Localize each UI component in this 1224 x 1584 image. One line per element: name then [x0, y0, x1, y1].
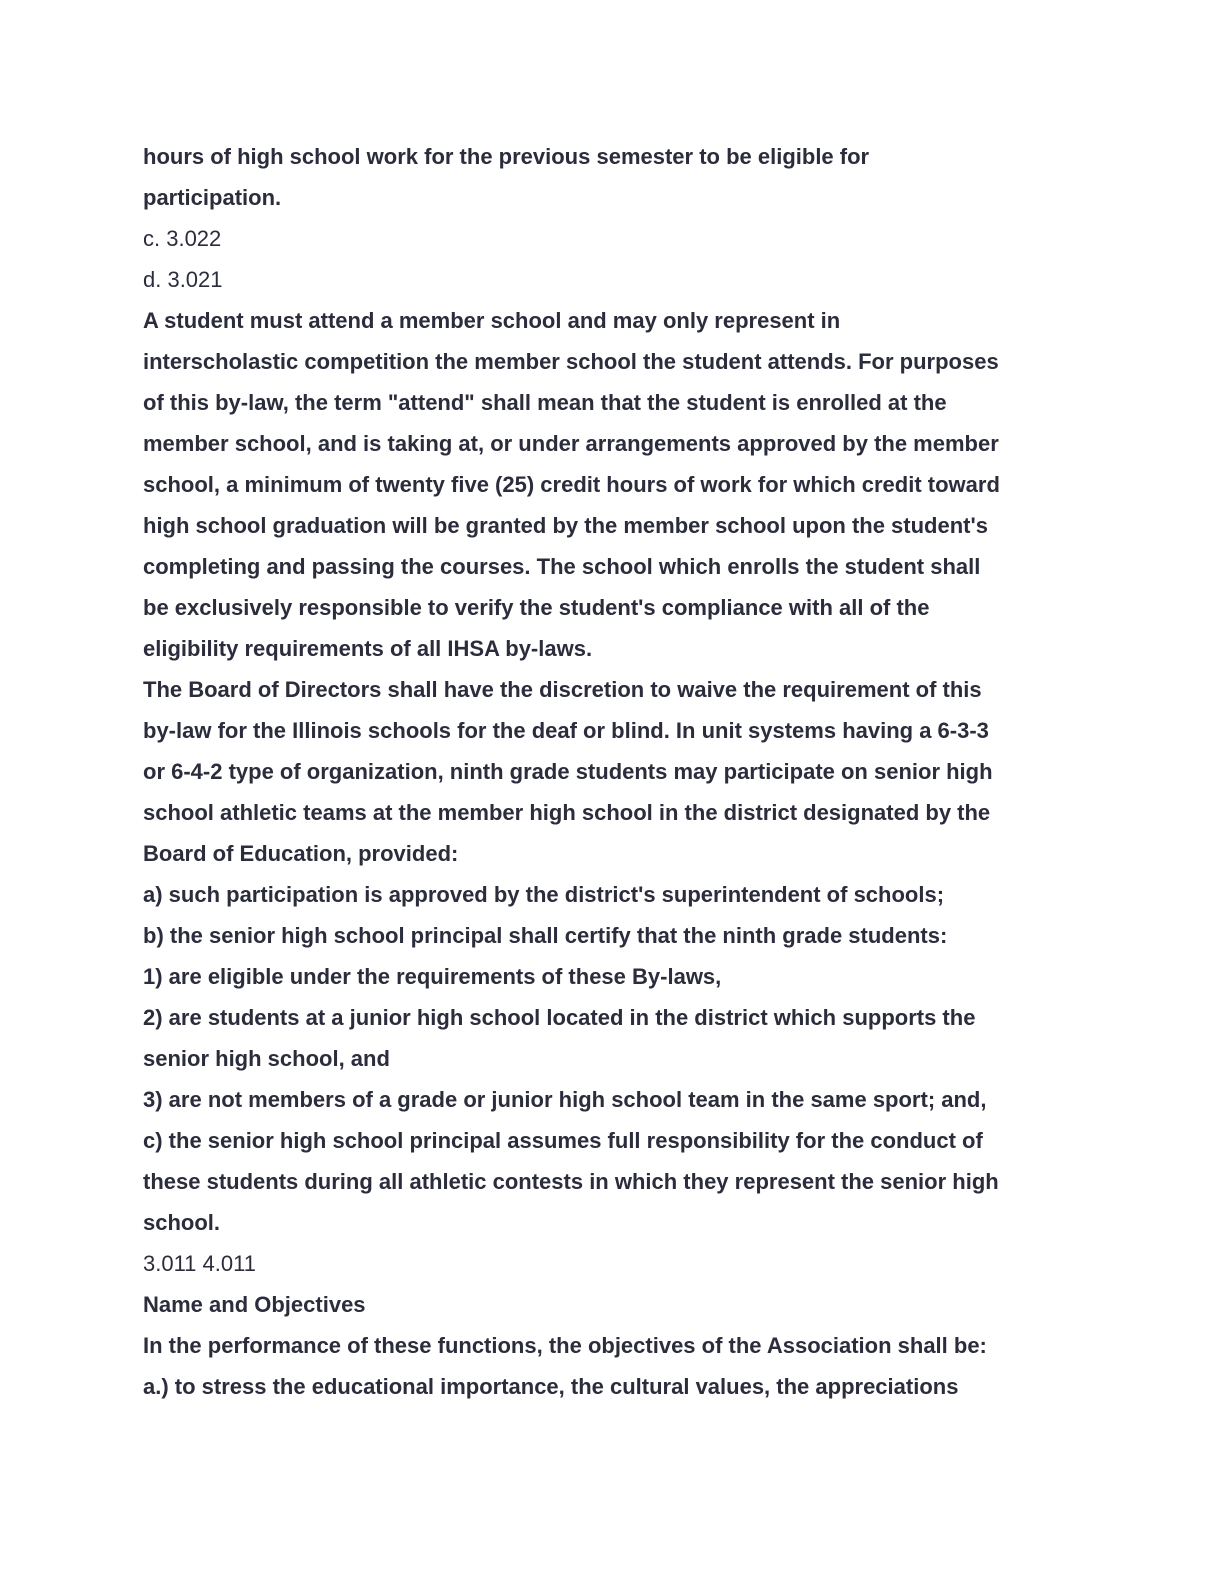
text-line: school athletic teams at the member high school in the district designated by the — [143, 800, 991, 825]
text-line: 3) are not members of a grade or junior high school team in the same sport; and, — [143, 1087, 987, 1112]
bylaw-numbers: 3.011 4.011 — [143, 1251, 256, 1276]
text-line: b) the senior high school principal shall certify that the ninth grade students: — [143, 923, 948, 948]
text-line: member school, and is taking at, or under arrangements approved by the member — [143, 431, 999, 456]
section-heading: Name and Objectives — [143, 1292, 366, 1317]
question-option-d: d. 3.021 — [143, 267, 223, 292]
text-line: participation. — [143, 185, 282, 210]
document-body — [143, 136, 1088, 1407]
text-line: hours of high school work for the previous semester to be eligible for — [143, 144, 870, 169]
text-line: school, a minimum of twenty five (25) credit hours of work for which credit toward — [143, 472, 1000, 497]
text-line: be exclusively responsible to verify the student's compliance with all of the — [143, 595, 930, 620]
text-line: Board of Education, provided: — [143, 841, 459, 866]
text-line: or 6-4-2 type of organization, ninth grade students may participate on senior high — [143, 759, 993, 784]
text-line: school. — [143, 1210, 221, 1235]
text-line: high school graduation will be granted by the member school upon the student's — [143, 513, 988, 538]
text-line: interscholastic competition the member school the student attends. For purposes — [143, 349, 999, 374]
text-line: a) such participation is approved by the district's superintendent of schools; — [143, 882, 945, 907]
text-line: a.) to stress the educational importance, the cultural values, the appreciations — [143, 1374, 959, 1399]
text-line: 1) are eligible under the requirements of these By-laws, — [143, 964, 722, 989]
text-line: In the performance of these functions, the objectives of the Association shall be: — [143, 1333, 987, 1358]
text-line: senior high school, and — [143, 1046, 390, 1071]
text-line: 2) are students at a junior high school located in the district which supports the — [143, 1005, 976, 1030]
text-line: The Board of Directors shall have the discretion to waive the requirement of this — [143, 677, 982, 702]
text-line: c) the senior high school principal assumes full responsibility for the conduct of — [143, 1128, 983, 1153]
text-line: completing and passing the courses. The school which enrolls the student shall — [143, 554, 981, 579]
text-line: by-law for the Illinois schools for the deaf or blind. In unit systems having a 6-3-3 — [143, 718, 989, 743]
text-line: A student must attend a member school and may only represent in — [143, 308, 841, 333]
text-line: of this by-law, the term "attend" shall mean that the student is enrolled at the — [143, 390, 947, 415]
text-line: eligibility requirements of all IHSA by-laws. — [143, 636, 593, 661]
question-option-c: c. 3.022 — [143, 226, 222, 251]
text-line: these students during all athletic contests in which they represent the senior high — [143, 1169, 999, 1194]
